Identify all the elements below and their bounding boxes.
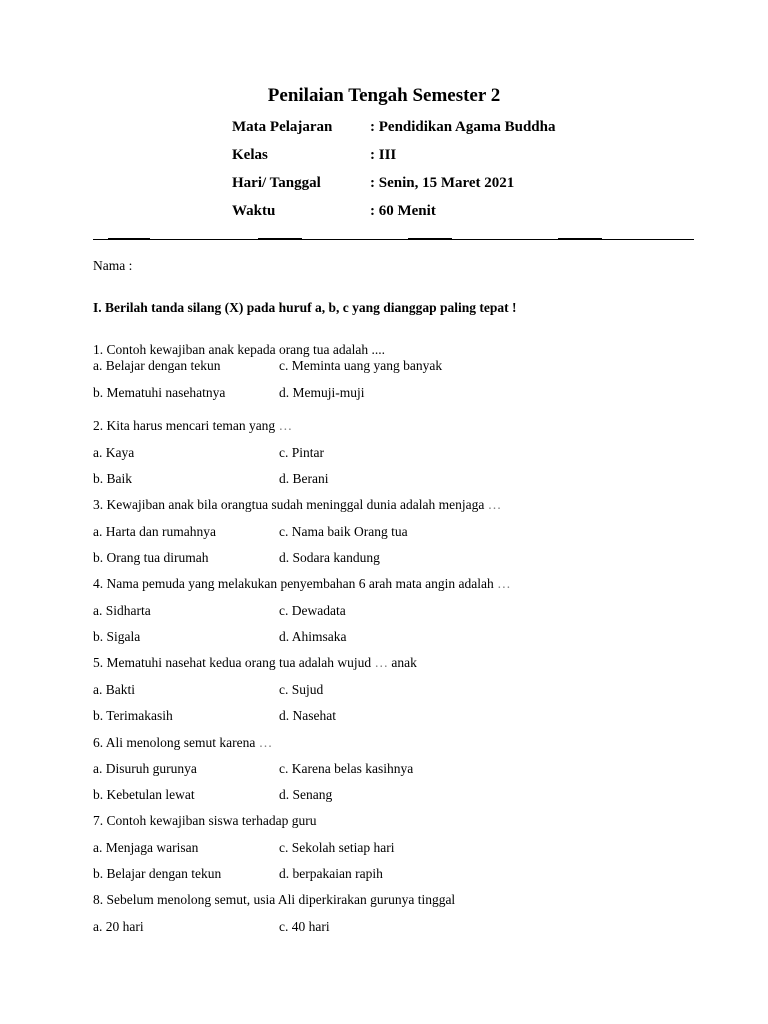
option-c: c. Sujud bbox=[279, 682, 324, 697]
question-text: 3. Kewajiban anak bila orangtua sudah meninggal dunia adalah menjaga bbox=[93, 497, 485, 512]
question-7 bbox=[93, 813, 316, 829]
divider-segment bbox=[558, 238, 602, 240]
question-text: 7. Contoh kewajiban siswa terhadap guru bbox=[93, 813, 317, 828]
question-text-end: anak bbox=[388, 655, 417, 670]
question-text: 4. Nama pemuda yang melakukan penyembahan 6 arah mata angin adalah bbox=[93, 576, 494, 591]
option-d: d. Sodara kandung bbox=[279, 550, 380, 565]
question-text: 1. Contoh kewajiban anak kepada orang tua adalah .... bbox=[93, 342, 386, 357]
divider-segment bbox=[258, 238, 302, 240]
question-5 bbox=[93, 655, 417, 671]
option-a: a. Harta dan rumahnya bbox=[93, 524, 216, 539]
meta-value-subject: : Pendidikan Agama Buddha bbox=[370, 119, 556, 135]
option-b: b. Sigala bbox=[93, 629, 141, 644]
question-8 bbox=[93, 892, 455, 908]
option-b: b. Mematuhi nasehatnya bbox=[93, 385, 226, 400]
option-d: d. berpakaian rapih bbox=[279, 866, 383, 881]
option-a: a. Belajar dengan tekun bbox=[93, 358, 221, 373]
option-a: a. Bakti bbox=[93, 682, 135, 697]
option-d: d. Memuji-muji bbox=[279, 385, 365, 400]
meta-value-class: : III bbox=[370, 147, 397, 163]
question-ellipsis: … bbox=[371, 655, 389, 670]
question-text: 2. Kita harus mencari teman yang bbox=[93, 418, 276, 433]
option-c: c. 40 hari bbox=[279, 919, 330, 934]
option-c: c. Sekolah setiap hari bbox=[279, 840, 395, 855]
question-text: 8. Sebelum menolong semut, usia Ali diperkirakan gurunya tinggal bbox=[93, 892, 456, 907]
option-c: c. Pintar bbox=[279, 445, 324, 460]
option-c: c. Nama baik Orang tua bbox=[279, 524, 408, 539]
option-a: a. 20 hari bbox=[93, 919, 144, 934]
option-a: a. Menjaga warisan bbox=[93, 840, 199, 855]
question-text: 6. Ali menolong semut karena bbox=[93, 735, 256, 750]
option-b: b. Kebetulan lewat bbox=[93, 787, 195, 802]
question-6 bbox=[93, 735, 272, 751]
meta-label-time: Waktu bbox=[232, 203, 276, 219]
question-4 bbox=[93, 576, 511, 592]
option-d: d. Ahimsaka bbox=[279, 629, 347, 644]
option-d: d. Senang bbox=[279, 787, 333, 802]
meta-value-time: : 60 Menit bbox=[370, 203, 436, 219]
option-c: c. Meminta uang yang banyak bbox=[279, 358, 443, 373]
instruction: I. Berilah tanda silang (X) pada huruf a, b, c yang dianggap paling tepat ! bbox=[93, 300, 517, 315]
divider-segment bbox=[408, 238, 452, 240]
question-text: 5. Mematuhi nasehat kedua orang tua adalah wujud bbox=[93, 655, 372, 670]
option-d: d. Berani bbox=[279, 471, 329, 486]
option-b: b. Orang tua dirumah bbox=[93, 550, 209, 565]
question-ellipsis: … bbox=[493, 576, 511, 591]
option-c: c. Karena belas kasihnya bbox=[279, 761, 414, 776]
question-ellipsis: … bbox=[275, 418, 293, 433]
option-a: a. Disuruh gurunya bbox=[93, 761, 197, 776]
option-a: a. Kaya bbox=[93, 445, 135, 460]
meta-value-date: : Senin, 15 Maret 2021 bbox=[370, 175, 515, 191]
question-ellipsis: … bbox=[255, 735, 273, 750]
question-1 bbox=[93, 342, 385, 358]
meta-label-subject: Mata Pelajaran bbox=[232, 119, 333, 135]
option-a: a. Sidharta bbox=[93, 603, 151, 618]
question-3 bbox=[93, 497, 501, 513]
divider-segment bbox=[108, 238, 150, 240]
name-label: Nama : bbox=[93, 258, 133, 273]
question-2 bbox=[93, 418, 292, 434]
header-divider bbox=[93, 239, 694, 240]
page-title: Penilaian Tengah Semester 2 bbox=[267, 85, 501, 106]
option-d: d. Nasehat bbox=[279, 708, 336, 723]
meta-label-date: Hari/ Tanggal bbox=[232, 175, 321, 191]
meta-label-class: Kelas bbox=[232, 147, 268, 163]
option-b: b. Baik bbox=[93, 471, 132, 486]
question-ellipsis: … bbox=[484, 497, 502, 512]
option-c: c. Dewadata bbox=[279, 603, 346, 618]
option-b: b. Belajar dengan tekun bbox=[93, 866, 222, 881]
option-b: b. Terimakasih bbox=[93, 708, 173, 723]
